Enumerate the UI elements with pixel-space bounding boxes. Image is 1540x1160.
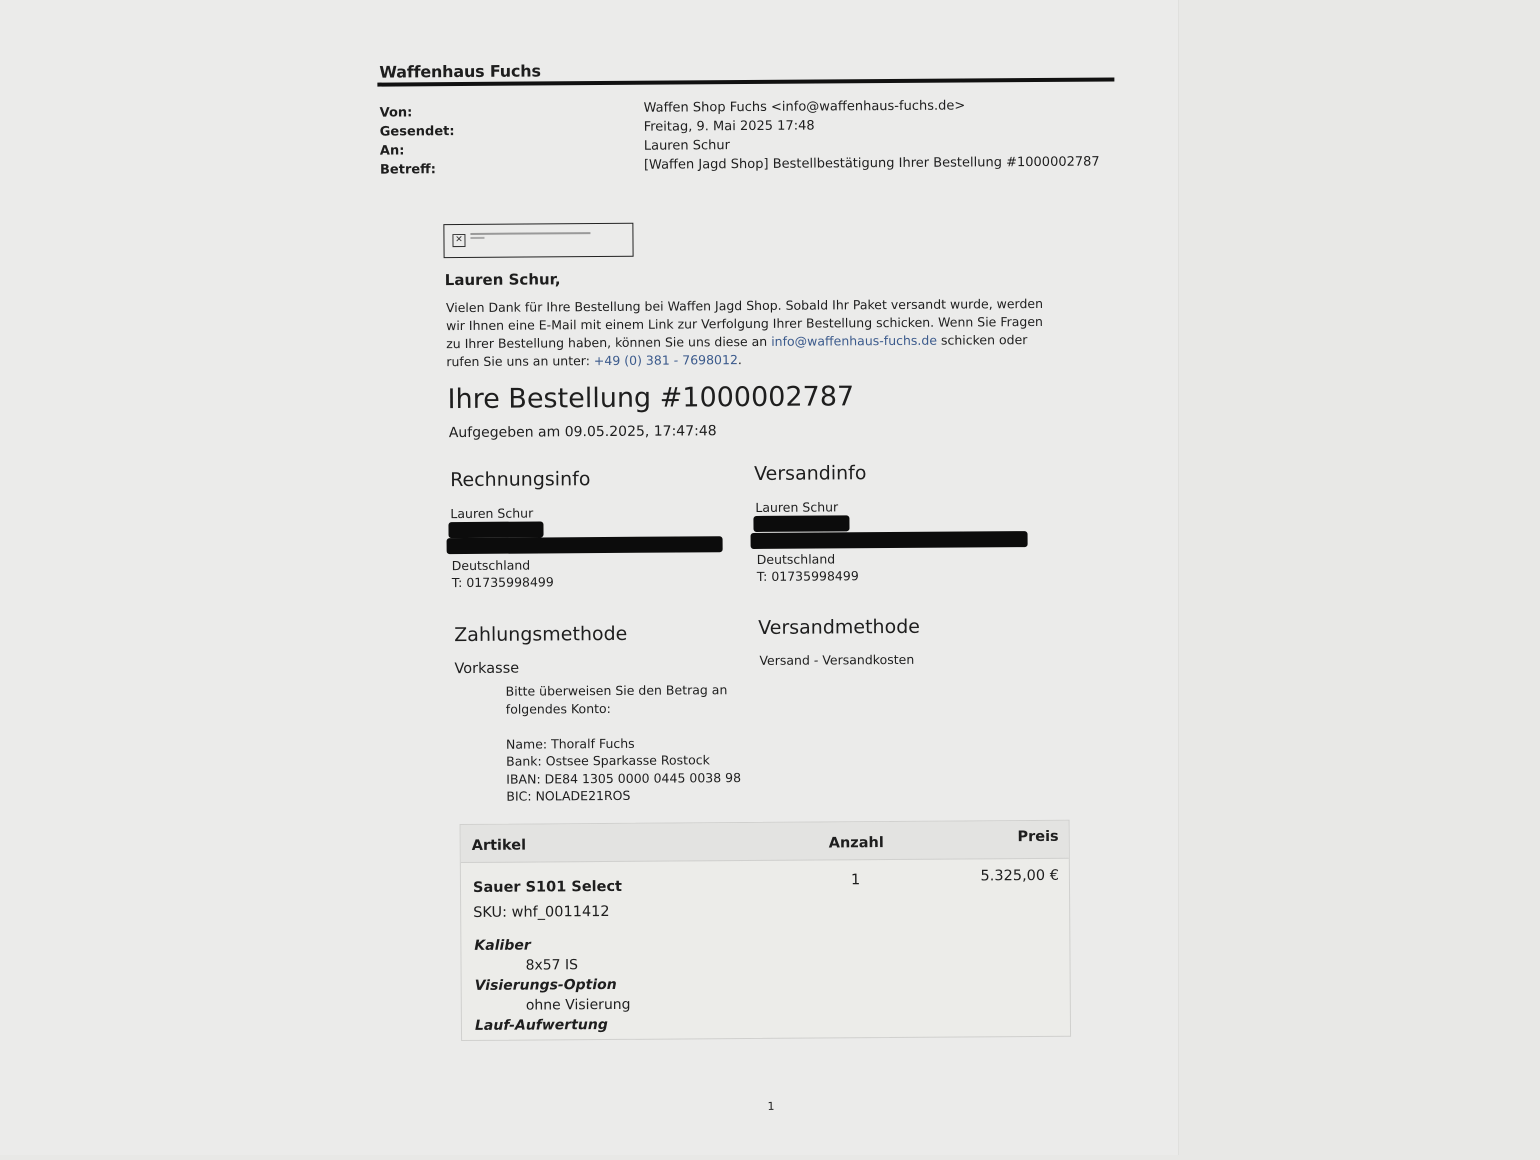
payment-heading: Zahlungsmethode (454, 622, 628, 647)
to-value: Lauren Schur (643, 138, 730, 154)
billing-name: Lauren Schur (450, 505, 534, 522)
billing-phone: T: 01735998499 (451, 574, 554, 591)
col-item: Artikel (471, 837, 527, 854)
intro-paragraph: Vielen Dank für Ihre Bestellung bei Waffen Jagd Shop. Sobald Ihr Paket versandt wurde, werden wir Ihnen eine E-Mail mit einem Link zur Verfolgung Ihrer Bestellung schicken. Wenn Sie Fragen zu Ihrer Bestellung haben, können Sie uns diese an info@waffenhaus-fuchs.de schicken oder rufen Sie uns an unter: +49 (0) 381 - 7698012. (445, 295, 1044, 370)
shipping-heading: Versandinfo (754, 462, 867, 485)
shipping-country: Deutschland (756, 551, 836, 567)
sent-label: Gesendet: (379, 124, 455, 140)
redaction-bar (447, 536, 723, 554)
shipping-name: Lauren Schur (755, 499, 839, 515)
product-qty: 1 (850, 872, 861, 889)
broken-image-icon: ✕ (452, 234, 465, 247)
subject-value: [Waffen Jagd Shop] Bestellbestätigung Ihrer Bestellung #1000002787 (643, 154, 1100, 173)
from-label: Von: (379, 105, 413, 121)
option-value: ohne Visierung (525, 996, 631, 1014)
payment-instructions: Bitte überweisen Sie den Betrag an folgendes Konto: Name: Thoralf Fuchs Bank: Ostsee Sparkasse Rostock IBAN: DE84 1305 0000 0445 0038 98 BIC: NOLADE21ROS (505, 682, 742, 804)
redaction-bar (753, 515, 849, 532)
subject-label: Betreff: (379, 162, 436, 178)
page-number: 1 (767, 1099, 775, 1113)
product-price: 5.325,00 € (980, 867, 1059, 885)
col-qty: Anzahl (828, 835, 884, 852)
table-header (461, 821, 1069, 863)
option-label: Kaliber (474, 937, 531, 954)
from-value: Waffen Shop Fuchs <info@waffenhaus-fuchs.de> (643, 98, 966, 116)
col-price: Preis (1017, 828, 1059, 846)
shipping-method-value: Versand - Versandkosten (759, 651, 915, 668)
order-placed-date: Aufgegeben am 09.05.2025, 17:47:48 (448, 423, 717, 442)
option-label: Lauf-Aufwertung (474, 1017, 608, 1034)
shipping-method-heading: Versandmethode (758, 615, 921, 639)
product-name: Sauer S101 Select (472, 878, 623, 896)
redaction-bar (448, 521, 543, 538)
option-label: Visierungs-Option (474, 976, 617, 994)
sent-value: Freitag, 9. Mai 2025 17:48 (643, 118, 815, 135)
order-title: Ihre Bestellung #1000002787 (447, 381, 855, 416)
billing-country: Deutschland (451, 557, 531, 574)
payment-method: Vorkasse (454, 660, 520, 678)
billing-heading: Rechnungsinfo (450, 468, 591, 492)
product-sku: SKU: whf_0011412 (473, 903, 610, 921)
order-items-table (460, 820, 1072, 1041)
broken-image-placeholder (443, 223, 633, 258)
greeting: Lauren Schur, (444, 270, 561, 290)
to-label: An: (379, 143, 405, 159)
shipping-phone: T: 01735998499 (756, 568, 859, 584)
org-name: Waffenhaus Fuchs (379, 61, 541, 82)
phone-link[interactable]: +49 (0) 381 - 7698012 (593, 352, 738, 369)
option-value: 8x57 IS (525, 957, 579, 974)
redaction-bar (751, 531, 1028, 549)
email-link[interactable]: info@waffenhaus-fuchs.de (771, 332, 938, 349)
